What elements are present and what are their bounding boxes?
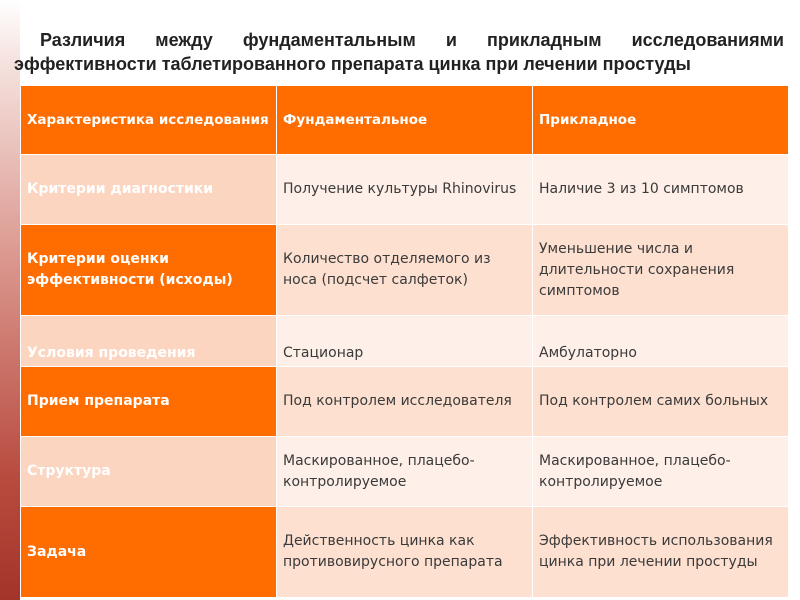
fundamental-value: Стационар	[277, 316, 533, 367]
row-label: Критерии оценки эффективности (исходы)	[21, 225, 277, 316]
comparison-table	[21, 86, 788, 598]
slide-title	[14, 28, 784, 76]
fundamental-value: Под контролем исследователя	[277, 367, 533, 437]
table-row-intake	[21, 367, 788, 437]
slide-title-line-1: Различия между фундаментальным и прикладным исследованиями	[40, 30, 784, 50]
header-characteristic: Характеристика исследования	[21, 86, 277, 155]
row-label: Прием препарата	[21, 367, 277, 437]
row-label: Структура	[21, 437, 277, 507]
applied-value: Амбулаторно	[533, 316, 788, 367]
table-header-row	[21, 86, 788, 155]
fundamental-value: Маскированное, плацебо-контролируемое	[277, 437, 533, 507]
table-row-diagnostics	[21, 155, 788, 225]
applied-value: Эффективность использования цинка при лечении простуды	[533, 507, 788, 598]
row-label: Задача	[21, 507, 277, 598]
fundamental-value: Получение культуры Rhinovirus	[277, 155, 533, 225]
row-label: Условия проведения	[21, 316, 277, 367]
row-label: Критерии диагностики	[21, 155, 277, 225]
applied-value: Маскированное, плацебо-контролируемое	[533, 437, 788, 507]
applied-value: Наличие 3 из 10 симптомов	[533, 155, 788, 225]
fundamental-value: Количество отделяемого из носа (подсчет салфеток)	[277, 225, 533, 316]
slide-title-line-2: эффективности таблетированного препарата цинка при лечении простуды	[14, 54, 691, 74]
header-fundamental: Фундаментальное	[277, 86, 533, 155]
applied-value: Уменьшение числа и длительности сохранения симптомов	[533, 225, 788, 316]
table-row-structure	[21, 437, 788, 507]
table-row-conditions	[21, 316, 788, 367]
header-applied: Прикладное	[533, 86, 788, 155]
table-row-task	[21, 507, 788, 598]
decorative-side-bar	[0, 0, 20, 600]
applied-value: Под контролем самих больных	[533, 367, 788, 437]
fundamental-value: Действенность цинка как противовирусного препарата	[277, 507, 533, 598]
table-row-outcomes	[21, 225, 788, 316]
